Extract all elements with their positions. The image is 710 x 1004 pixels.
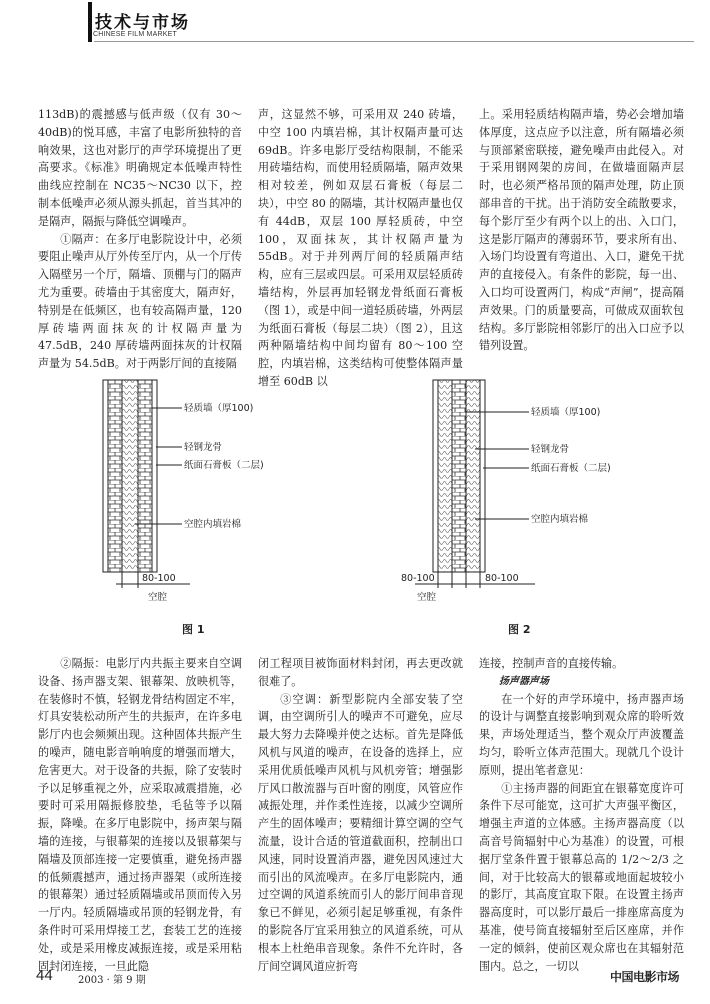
bottom-column-1 <box>38 655 242 975</box>
fig1-label-gypsum-board: 纸面石膏板（二层) <box>184 460 264 471</box>
paragraph: ③空调：新型影院内全部安装了空调，由空调所引人的噪声不可避免，应尽最大努力去降噪并使之达标。首先是降低风机与风道的噪声，在设备的选择上，应采用优质低噪声风机与风机旁管；增强影厅风口散流器与百叶窗的刚度，风管应作减振处理，并作柔性连接，以减少空调所产生的固体噪声；要精细计算空调的空气流量，设计合适的管道截面积，控制出口风速，同时设置消声器，避免因风速过大而引出的风流噪声。在多厅电影院内，通过空调的风道系统而引人的影厅间串音现象已不鲜见，必须引起足够重视，有条件的影院各厅宜采用独立的风道系统，可从根本上杜绝串音现象。条件不允许时，各厅间空调风道应折弯 <box>258 692 463 973</box>
paragraph: 上。采用轻质结构隔声墙，势必会增加墙体厚度，这点应予以注意，所有隔墙必须与顶部紧密联接，避免噪声由此侵入。对于采用钢网架的房间，在做墙面隔声层时，也必须严格吊顶的隔声处理，防止顶部串音的干扰。出于消防安全疏散要求，每个影厅至少有两个以上的出、入口门，这是影厅隔声的薄弱环节，要求所有出、入场门均设置有弯道出、入口，避免干扰声的直接侵入。有条件的影院，每一出、入口均可设置两门，构成“声闸”，提高隔声效果。门的质量要高，可做成双面软包结构。多厅影院相邻影厅的出入口应予以错列设置。 <box>479 108 684 353</box>
bottom-column-3 <box>479 655 684 975</box>
section-title: 技术与市场 <box>95 13 190 33</box>
issue-label: 2003 · 第 9 期 <box>78 975 146 986</box>
paragraph: 113dB)的震撼感与低声级（仅有 30～40dB)的悦耳感，丰富了电影所独特的音响效果，这也对影厅的声学环境提出了更高要求。《标准》明确规定本低噪声特性曲线应控制在 NC35～NC30 以下，控制本低噪声必须从源头抓起，首当其冲的是隔声，隔振与降低空调噪声。 <box>38 108 242 228</box>
paragraph: ①隔声：在多厅电影院设计中，必须要阻止噪声从厅外传至厅内，从一个厅传入隔壁另一个厅，隔墙、顶棚与门的隔声尤为重要。砖墙由于其密度大，隔声好，特别是在低频区，也有较高隔声量，120 厚砖墙两面抹灰的计权隔声量为 47.5dB，240 厚砖墙两面抹灰的计权隔声量为 54.5dB。对于两影厅间的直接隔 <box>38 232 242 371</box>
paragraph: ②隔振：电影厅内共振主要来自空调设备、扬声器支架、银幕架、放映机等，在装修时不慎，轻钢龙骨结构固定不牢，灯具安装松动所产生的共振声，在许多电影厅内也会频频出现。这种固体共振产生的噪声，随电影音响响度的增强而增大，危害更大。对于设备的共振，除了安装时予以足够重视之外，应采取减震措施，必要时可采用隔振修胶垫，毛毡等予以隔振，降噪。在多厅电影院中，扬声架与隔墙的连接，与银幕架的连接以及银幕架与隔墙及顶部连接一定要慎重，避免扬声器的低频震撼声，通过扬声器架（或所连接的银幕架）通过轻质隔墙或吊顶而传入另一厅内。轻质隔墙或吊顶的轻钢龙骨，有条件时可采用焊接工艺，套装工艺的连接处，或是采用橡皮减振连接，或是采用粘固封闭连接，一旦此隐 <box>38 657 242 973</box>
figure-2-caption: 图 2 <box>508 623 531 636</box>
fig1-dimension: 80-100 <box>142 573 176 584</box>
paragraph: 在一个好的声学环境中，扬声器声场的设计与调整直接影响到观众席的聆听效果，声场处理适当，整个观众厅声波覆盖均匀，聆听立体声范围大。现就几个设计原则，提出笔者意见： <box>479 692 684 777</box>
paragraph: ①主扬声器的间距宜在银幕宽度许可条件下尽可能宽，这可扩大声强平衡区，增强主声道的立体感。主扬声器高度（以高音号筒辐射中心为基准）的设置，可根据厅堂条件置于银幕总高的 1/2～2/3 之间，对于比较高大的银幕或地面起坡较小的影厅，其高度宜取下限。在设置主扬声器高度时，可以影厅最后一排座席高度为基准，使号筒直接辐射至后区座席，并作一定的倾斜，使前区观众席也在其辐射范围内。总之，一切以 <box>479 781 684 973</box>
fig1-label-light-wall: 轻质墙（厚100) <box>184 403 254 414</box>
fig2-dimension-left: 80-100 <box>401 573 435 584</box>
figure-2-diagram <box>395 372 635 612</box>
page-number: 44 <box>36 967 53 984</box>
header-rule <box>94 41 694 42</box>
top-column-1 <box>38 106 242 373</box>
fig1-label-rockwool: 空腔内填岩棉 <box>184 519 242 530</box>
top-column-2 <box>258 106 463 391</box>
bottom-column-2 <box>258 655 463 975</box>
section-subtitle: CHINESE FILM MARKET <box>93 31 177 38</box>
subheading: 扬声器声场 <box>499 675 549 687</box>
header-bar <box>88 2 92 42</box>
fig2-cavity-label: 空腔 <box>417 592 437 603</box>
fig1-cavity-label: 空腔 <box>148 592 168 603</box>
top-column-3 <box>479 106 684 355</box>
fig2-label-light-wall: 轻质墙（厚100) <box>531 407 601 418</box>
fig2-dimension-right: 80-100 <box>485 573 519 584</box>
footer-brand-logo: 中国电影市场 <box>610 970 680 984</box>
figure-1-diagram <box>80 372 300 612</box>
fig2-label-rockwool: 空腔内填岩棉 <box>531 514 589 525</box>
paragraph: 声，这显然不够，可采用双 240 砖墙，中空 100 内填岩棉，其计权隔声量可达 69dB。许多电影厅受结构限制，不能采用砖墙结构，而使用轻质隔墙，隔声效果相对较差，例如双层石膏板（每层二块），中空 80 的隔墙，其计权隔声量也仅有 44dB，双层 100 厚轻质砖，中空 100，双面抹灰，其计权隔声量为 55dB。对于并列两厅间的轻质隔声结构，应有三层或四层。可采用双层轻质砖墙结构，外层再加轻钢龙骨纸面石膏板（图 1），或是中间一道轻质砖墙，外两层为纸面石膏板（每层二块）（图 2），且这两种隔墙结构中间均留有 80～100 空腔，内填岩棉，这类结构可使整体隔声量增至 60dB 以 <box>258 108 463 388</box>
fig1-label-steel-keel: 轻钢龙骨 <box>184 442 223 453</box>
fig2-label-steel-keel: 轻钢龙骨 <box>531 444 570 455</box>
fig2-label-gypsum-board: 纸面石膏板（二层) <box>531 463 611 474</box>
paragraph: 闭工程项目被饰面材料封闭，再去更改就很难了。 <box>258 657 463 688</box>
paragraph: 连接，控制声音的直接传输。 <box>479 657 624 670</box>
figure-1-caption: 图 1 <box>182 623 205 636</box>
